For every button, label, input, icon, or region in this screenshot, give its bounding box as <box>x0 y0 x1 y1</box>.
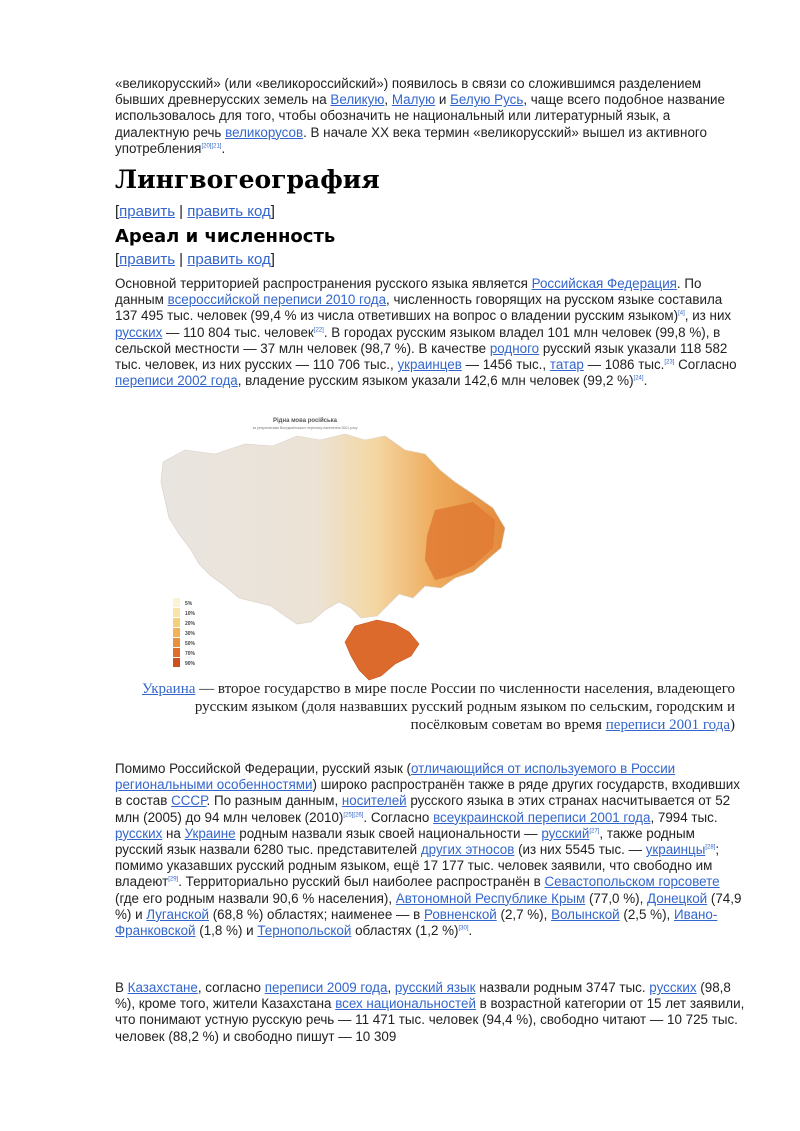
reference-link[interactable]: [30] <box>458 925 469 932</box>
text: ; помимо указавших русский родным языком, ещё 17 177 тыс. человек заявили, что свободно им владеют <box>115 842 720 890</box>
text: — 110 804 тыс. человек <box>162 324 314 340</box>
legend-swatch <box>173 608 180 617</box>
link-census-2009[interactable]: переписи 2009 года <box>264 980 388 995</box>
text: В <box>115 980 128 995</box>
text: . По разным данным, <box>206 793 342 809</box>
legend-swatch <box>173 598 180 607</box>
text: . <box>643 373 648 389</box>
east-region-high <box>425 502 495 580</box>
legend-swatch <box>173 638 180 647</box>
text: . Согласно <box>363 809 434 825</box>
text: (77,0 %), <box>585 890 648 906</box>
edit-link[interactable]: править <box>119 251 176 268</box>
link-crimea[interactable]: Автономной Республике Крым <box>395 890 586 906</box>
text: на <box>162 825 185 841</box>
link-census-2002[interactable]: переписи 2002 года <box>115 373 238 389</box>
legend-label: 5% <box>185 601 193 607</box>
section-edit-links <box>115 203 275 221</box>
text: Согласно <box>674 357 737 373</box>
text: , <box>387 980 395 995</box>
text: — второе государство в мире после России по численности населения, владеющего русским языком (доля назвавших русский родным языком по сельским, городским и посёлковым советам во время <box>194 681 735 733</box>
text: . <box>221 140 226 156</box>
link-native-speakers[interactable]: носителей <box>341 793 407 809</box>
text: , <box>384 92 392 108</box>
reference-link[interactable]: [29] <box>168 876 179 883</box>
text: , также родным русский язык назвали 6280 тыс. представителей <box>115 825 695 858</box>
link-russian[interactable]: русский <box>541 825 590 841</box>
link-native[interactable]: родного <box>489 340 540 356</box>
link-ukrainian-census[interactable]: всеукраинской переписи 2001 года <box>433 809 651 825</box>
map-caption <box>115 680 745 734</box>
edit-code-link[interactable]: править код <box>187 251 271 268</box>
legend-swatch <box>173 648 180 657</box>
link-ukrainians[interactable]: украинцев <box>397 357 462 373</box>
paragraph-area <box>115 276 745 389</box>
text: (из них 5545 тыс. — <box>514 842 646 858</box>
text: (68,8 %) областях; наименее — в <box>209 906 424 922</box>
intro-paragraph <box>115 76 745 157</box>
text: . Территориально русский был наиболее распространён в <box>178 874 545 890</box>
link-census-2001[interactable]: переписи 2001 года <box>605 717 730 733</box>
text: , чаще всего подобное название использовалось для того, чтобы обозначить не национальный или литературный язык, а диалектную речь <box>115 92 725 140</box>
map-title: Рідна мова російська <box>272 418 338 424</box>
paragraph-other-states <box>115 761 745 939</box>
reference-link[interactable]: [20][21] <box>201 143 222 150</box>
legend-label: 30% <box>185 631 196 637</box>
separator: | <box>175 251 188 268</box>
legend-label: 10% <box>185 611 196 617</box>
text: . В начале XX века термин «великорусский» вышел из активного употребления <box>115 124 707 156</box>
text: . В городах русским языком владел 101 млн человек (99,8 %), в сельской местности — 37 млн человек (98,7 %). В качестве <box>115 324 721 356</box>
text: и <box>435 92 451 108</box>
text: ) <box>730 717 735 733</box>
legend-label: 50% <box>185 641 196 647</box>
text: . По данным <box>115 276 702 308</box>
separator: | <box>175 203 188 220</box>
text: Помимо Российской Федерации, русский язык ( <box>115 761 412 776</box>
edit-code-link[interactable]: править код <box>187 203 271 220</box>
text: назвали родным 3747 тыс. <box>475 980 650 995</box>
link-russians[interactable]: русских <box>115 324 163 340</box>
text: (1,8 %) и <box>195 923 258 939</box>
link-velikorusy[interactable]: великорусов <box>225 124 304 140</box>
reference-link[interactable]: [23] <box>664 359 675 366</box>
subsection-edit-links <box>115 251 275 269</box>
link-russians[interactable]: русских <box>115 825 163 841</box>
subsection-heading: Ареал и численность <box>115 226 336 247</box>
link-ukraine[interactable]: Украине <box>184 825 236 841</box>
link-rivne[interactable]: Ровненской <box>423 906 497 922</box>
reference-link[interactable]: [4] <box>678 310 685 317</box>
text: (2,7 %), <box>496 906 552 922</box>
text: русский язык указали 118 582 тыс. человек, из них русских — 110 706 тыс., <box>115 340 728 373</box>
link-malaya[interactable]: Малую <box>391 92 436 108</box>
legend-swatch <box>173 618 180 627</box>
text: (74,9 %) и <box>115 890 742 922</box>
link-ivano-frankivsk[interactable]: Ивано-Франковской <box>115 906 718 939</box>
text: областях (1,2 %) <box>351 923 459 939</box>
caption-first-line <box>115 680 745 734</box>
ukraine-russian-language-map[interactable] <box>155 410 515 690</box>
map-subtitle: за результатами Всеукраїнського перепису населення 2001 року <box>252 426 358 430</box>
reference-link[interactable]: [28] <box>705 844 716 851</box>
link-russian-federation[interactable]: Российская Федерация <box>531 276 677 291</box>
link-all-nationalities[interactable]: всех национальностей <box>335 996 476 1012</box>
text: . <box>468 923 473 939</box>
bracket: ] <box>270 203 275 220</box>
crimea-region <box>345 620 419 680</box>
link-sevastopol[interactable]: Севастопольском горсовете <box>544 874 720 890</box>
section-heading: Лингвогеография <box>115 165 380 194</box>
link-tatars[interactable]: татар <box>549 357 584 373</box>
text: ) широко распространён также в ряде других государств, входивших в состав <box>115 777 740 809</box>
link-donetsk[interactable]: Донецкой <box>647 890 708 906</box>
text: — 1456 тыс., <box>461 357 550 373</box>
text: , 7994 тыс. <box>650 809 718 825</box>
bracket: [ <box>115 203 120 220</box>
text: , численность говорящих на русском языке составила 137 495 тыс. человек (99,4 % из числа ответивших на вопрос о владении русским языком) <box>115 292 723 324</box>
text: , из них <box>684 308 732 324</box>
text: , владение русским языком указали 142,6 млн человек (99,2 %) <box>237 373 634 389</box>
legend-label: 70% <box>185 651 196 657</box>
link-kazakhstan[interactable]: Казахстане <box>127 980 198 995</box>
paragraph-kazakhstan <box>115 980 745 1045</box>
reference-link[interactable]: [25][26] <box>343 812 364 819</box>
link-volyn[interactable]: Волынской <box>551 906 620 922</box>
legend-swatch <box>173 628 180 637</box>
reference-link[interactable]: [22] <box>313 327 324 334</box>
text: , согласно <box>197 980 265 995</box>
legend-label: 90% <box>185 661 196 667</box>
link-ukrainians[interactable]: украинцы <box>645 842 706 858</box>
text: русского языка в этих странах насчитывается от 52 млн (2005) до 94 млн человек (2010) <box>115 793 731 825</box>
link-ussr[interactable]: СССР <box>171 793 207 809</box>
text: «великорусский» (или «великороcсийский») появилось в связи со сложившимся разделением бывших древнерусских земель на <box>115 76 702 108</box>
link-russians[interactable]: русских <box>649 980 697 995</box>
link-luhansk[interactable]: Луганской <box>146 906 209 922</box>
text: родным назвали язык своей национальности — <box>235 825 542 841</box>
map-legend <box>173 598 196 667</box>
bracket: [ <box>115 251 120 268</box>
text: (2,5 %), <box>619 906 674 922</box>
link-regional-features[interactable]: отличающийся от используемого в России региональными особенностями <box>115 761 676 793</box>
link-belaya-rus[interactable]: Белую Русь <box>450 92 524 108</box>
link-other-ethnic-groups[interactable]: других этносов <box>420 842 515 858</box>
link-russian-language[interactable]: русский язык <box>394 980 476 995</box>
reference-link[interactable]: [27] <box>589 828 600 835</box>
legend-swatch <box>173 658 180 667</box>
edit-link[interactable]: править <box>119 203 176 220</box>
link-census-2010[interactable]: всероссийской переписи 2010 года <box>167 292 387 308</box>
link-velikaya[interactable]: Великую <box>330 92 385 108</box>
text: (где его родным назвали 90,6 % населения), <box>115 890 396 906</box>
reference-link[interactable]: [24] <box>633 375 644 382</box>
text: в возрастной категории от 15 лет заявили, что понимают устную русскую речь — 11 471 тыс. человек (94,4 %), свободно читают — 10 725 тыс. человек (88,2 %) и свободно пишут — 10 309 <box>115 996 745 1044</box>
text: — 1086 тыс. <box>583 357 665 373</box>
link-ukraine[interactable]: Украина <box>141 681 196 697</box>
text: (98,8 %), кроме того, жители Казахстана <box>115 980 731 1012</box>
link-ternopil[interactable]: Тернопольской <box>257 923 352 939</box>
legend-label: 20% <box>185 621 196 627</box>
text: Основной территорией распространения русского языка является <box>115 276 532 291</box>
bracket: ] <box>270 251 275 268</box>
